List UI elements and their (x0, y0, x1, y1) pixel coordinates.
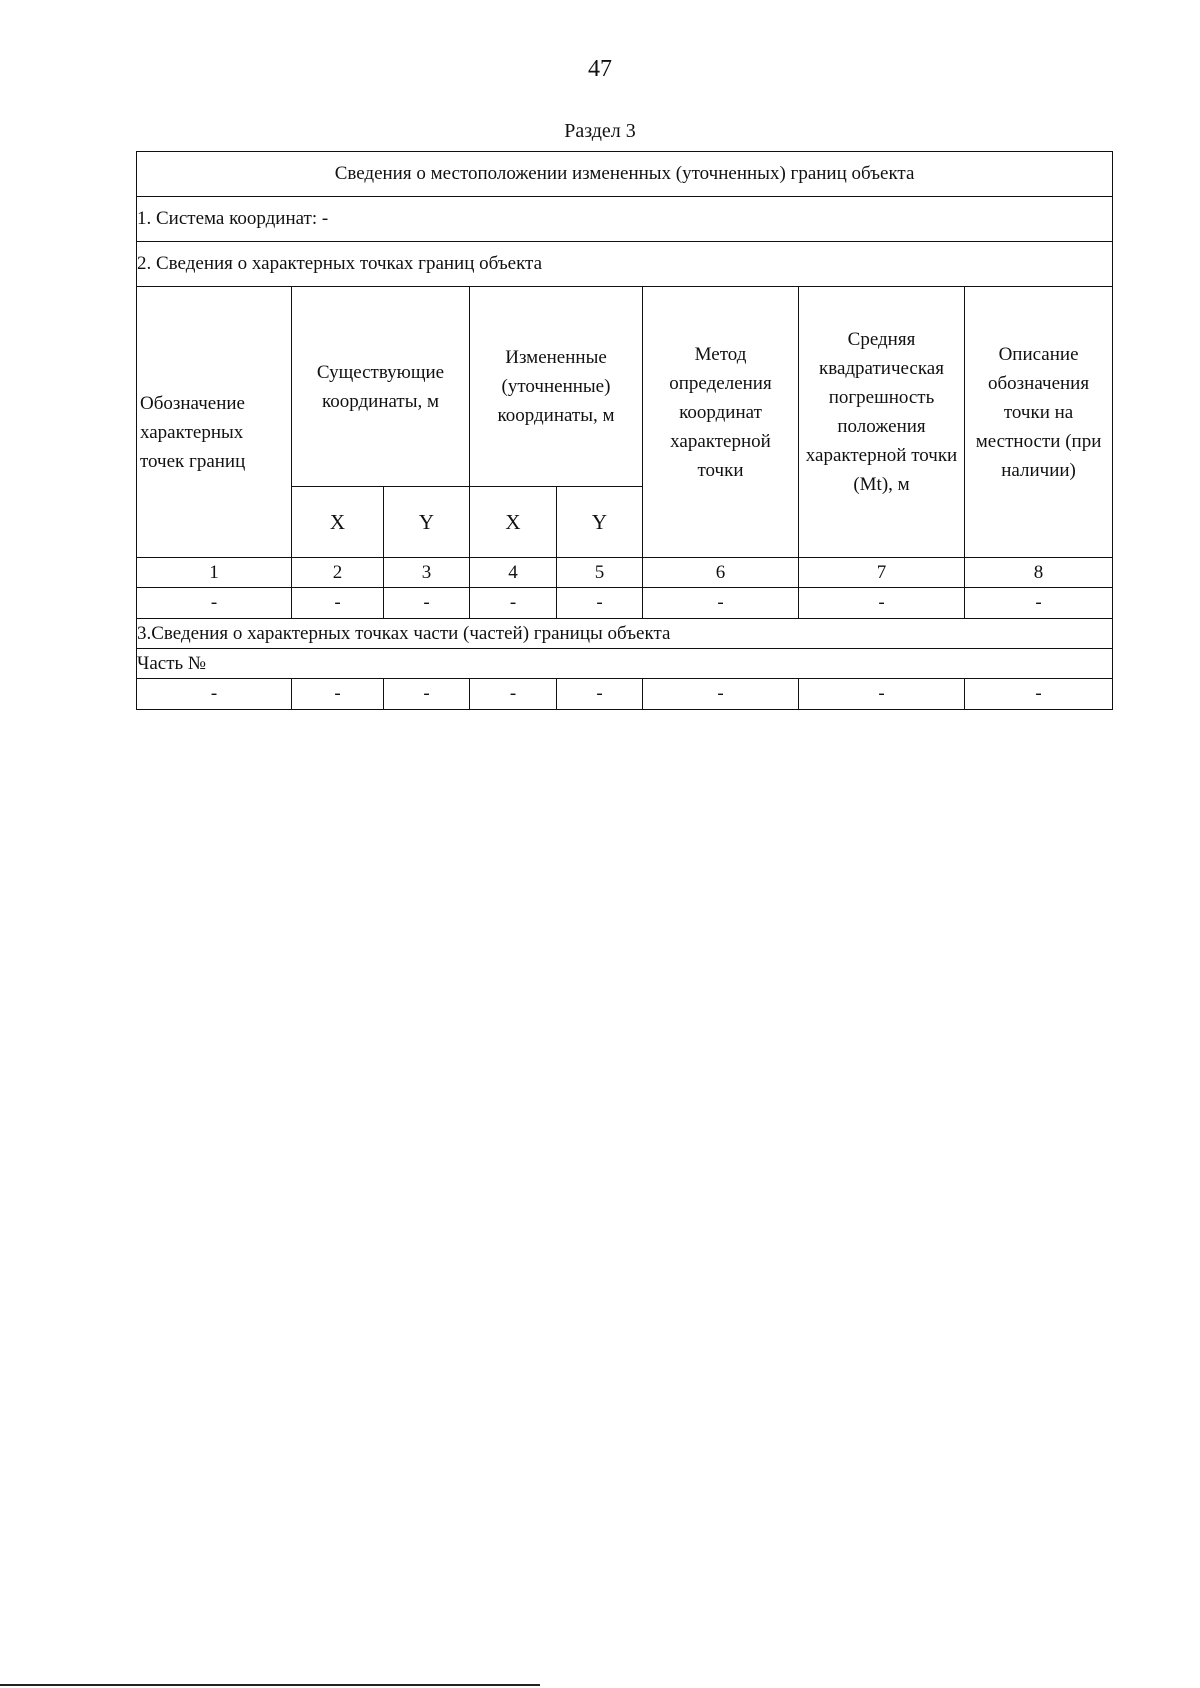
parts-heading: 3.Сведения о характерных точках части (частей) границы объекта (137, 619, 1113, 649)
header-point-description: Описание обозначения точки на местности (при наличии) (965, 287, 1113, 558)
header-existing-y: Y (384, 487, 470, 558)
table-cell: - (799, 679, 965, 710)
page-number: 47 (588, 56, 612, 82)
table-cell: - (137, 679, 292, 710)
table-cell: - (292, 679, 384, 710)
points-heading: 2. Сведения о характерных точках границ объекта (137, 242, 1113, 287)
header-changed-y: Y (557, 487, 643, 558)
header-existing-coordinates: Существующие координаты, м (292, 287, 470, 487)
column-number: 8 (965, 558, 1113, 588)
header-changed-coordinates: Измененные (уточненные) координаты, м (470, 287, 643, 487)
table-row (137, 588, 1113, 619)
table-cell: - (137, 588, 292, 619)
header-existing-x: X (292, 487, 384, 558)
table-cell: - (384, 679, 470, 710)
boundary-info-table (136, 151, 1113, 710)
column-number: 6 (643, 558, 799, 588)
table-cell: - (384, 588, 470, 619)
header-changed-x: X (470, 487, 557, 558)
table-cell: - (557, 679, 643, 710)
table-cell: - (557, 588, 643, 619)
column-number: 7 (799, 558, 965, 588)
column-number: 4 (470, 558, 557, 588)
column-number: 3 (384, 558, 470, 588)
table-cell: - (470, 588, 557, 619)
column-number: 2 (292, 558, 384, 588)
table-cell: - (965, 588, 1113, 619)
table-cell: - (643, 588, 799, 619)
coordinate-system: 1. Система координат: - (137, 197, 1113, 242)
column-number: 1 (137, 558, 292, 588)
column-number: 5 (557, 558, 643, 588)
header-method: Метод определения координат характерной точки (643, 287, 799, 558)
table-cell: - (965, 679, 1113, 710)
header-point-designation: Обозначение характерных точек границ (137, 287, 292, 558)
table-cell: - (470, 679, 557, 710)
section-title: Раздел 3 (564, 120, 636, 142)
table-title: Сведения о местоположении измененных (уточненных) границ объекта (137, 152, 1113, 197)
table-row (137, 679, 1113, 710)
table-cell: - (799, 588, 965, 619)
table-cell: - (292, 588, 384, 619)
part-label: Часть № (137, 649, 1113, 679)
header-mean-square-error: Средняя квадратическая погрешность положения характерной точки (Mt), м (799, 287, 965, 558)
bottom-rule (0, 1684, 540, 1686)
table-cell: - (643, 679, 799, 710)
